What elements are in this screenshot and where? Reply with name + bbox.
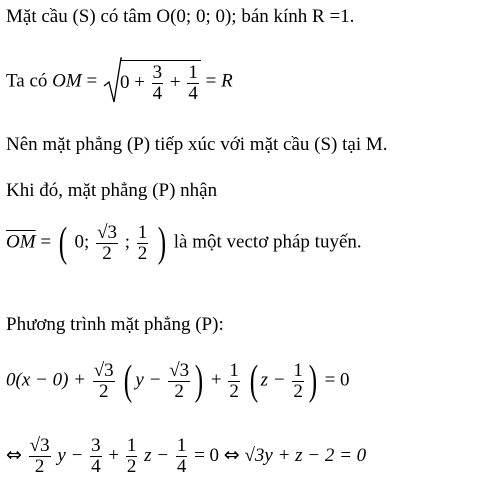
plus-sign: + bbox=[108, 444, 120, 466]
plane-equation-simplified bbox=[6, 436, 366, 477]
om-length-equation bbox=[6, 56, 233, 108]
tangent-statement: Nên mặt phẳng (P) tiếp xúc với mặt cầu (S) tại M. bbox=[6, 134, 388, 155]
equals-zero: = 0 bbox=[324, 369, 350, 391]
fraction-three-quarters: $\frac{3}{4}$ bbox=[91, 435, 101, 477]
prefix-text: Ta có bbox=[6, 70, 48, 92]
equals-sign: = bbox=[86, 70, 98, 92]
plane-equation-heading: Phương trình mặt phẳng (P): bbox=[6, 314, 224, 335]
radical-sign-icon bbox=[102, 56, 122, 108]
right-paren: ) bbox=[308, 358, 318, 404]
plus-sign: + bbox=[210, 369, 222, 391]
vector-om: $\overline{OM}$ bbox=[6, 231, 36, 253]
y-term: y − bbox=[57, 444, 84, 466]
y-term: y − bbox=[135, 369, 162, 391]
left-paren: ( bbox=[124, 358, 133, 404]
normal-vector-line bbox=[6, 222, 362, 264]
square-root bbox=[102, 56, 201, 108]
first-term: 0(x − 0) + bbox=[6, 369, 86, 391]
final-equation: √3y + z − 2 = 0 bbox=[244, 444, 367, 466]
fraction-three-quarters: $\frac{3}{4}$ bbox=[152, 62, 163, 104]
z-term: z − bbox=[260, 369, 286, 391]
left-paren: ( bbox=[249, 358, 258, 404]
plane-receives-statement: Khi đó, mặt phẳng (P) nhận bbox=[6, 180, 218, 201]
fraction-one-quarter: $\frac{1}{4}$ bbox=[188, 62, 198, 104]
equivalence-arrow-icon: ⇔ bbox=[223, 443, 240, 466]
fraction-one-quarter: $\frac{1}{4}$ bbox=[176, 435, 187, 477]
equivalence-arrow-icon: ⇔ bbox=[6, 443, 22, 466]
normal-vector-text: là một vectơ pháp tuyến. bbox=[173, 231, 362, 253]
right-paren: ) bbox=[157, 220, 167, 266]
semicolon: ; bbox=[124, 231, 131, 253]
om-symbol: OM bbox=[52, 70, 82, 92]
equals-sign: = bbox=[205, 70, 217, 92]
equals-sign: = bbox=[40, 231, 52, 253]
sphere-statement: Mặt cầu (S) có tâm O(0; 0; 0); bán kính R =1. bbox=[6, 6, 355, 27]
fraction-one-half: $\frac{1}{2}$ bbox=[229, 359, 239, 402]
fraction-sqrt3-over-2: $\frac{√3}{2}$ bbox=[93, 359, 114, 402]
plus-sign: + bbox=[169, 71, 181, 93]
fraction-sqrt3-over-2: $\frac{√3}{2}$ bbox=[97, 221, 117, 264]
plane-equation-expanded bbox=[6, 360, 350, 402]
fraction-one-half: $\frac{1}{2}$ bbox=[137, 221, 148, 264]
right-paren: ) bbox=[194, 358, 204, 404]
z-term: z − bbox=[144, 444, 170, 466]
fraction-sqrt3-over-2: $\frac{√3}{2}$ bbox=[169, 359, 190, 402]
radius-symbol: R bbox=[221, 70, 233, 92]
fraction-sqrt3-over-2: $\frac{√3}{2}$ bbox=[29, 435, 50, 477]
fraction-one-half: $\frac{1}{2}$ bbox=[293, 359, 303, 402]
equals-zero: = 0 bbox=[194, 444, 220, 466]
zero-value: 0 bbox=[119, 71, 130, 93]
fraction-one-half: $\frac{1}{2}$ bbox=[126, 435, 137, 477]
left-paren: ( bbox=[58, 220, 67, 266]
plus-sign: + bbox=[134, 71, 145, 93]
zero-component: 0; bbox=[74, 231, 90, 253]
